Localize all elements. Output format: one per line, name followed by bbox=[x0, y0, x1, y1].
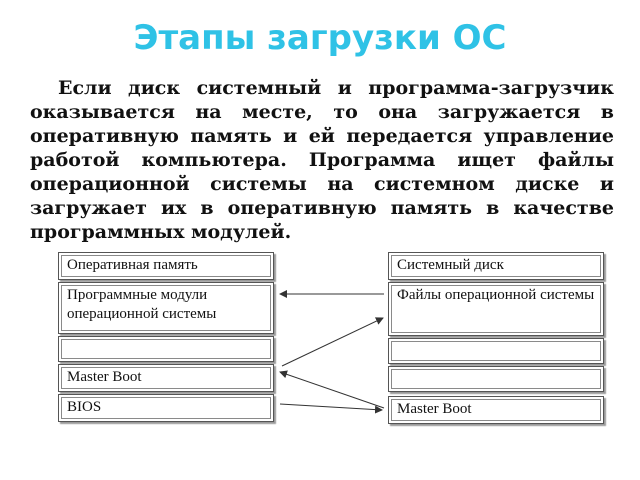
ram-os-modules-box: Программные модули операционной системы bbox=[58, 282, 274, 334]
arrow-master-boot-to-disk bbox=[282, 318, 383, 366]
disk-os-files-box: Файлы операционной системы bbox=[388, 282, 604, 336]
disk-master-boot-box: Master Boot bbox=[388, 396, 604, 424]
arrow-bios-to-disk-master-boot bbox=[280, 404, 382, 410]
arrow-disk-master-boot-to-ram bbox=[280, 372, 384, 408]
disk-header-box: Системный диск bbox=[388, 252, 604, 280]
bios-box: BIOS bbox=[58, 394, 274, 422]
description-paragraph: Если диск системный и программа-загрузчик оказывается на месте, то она загружается в оперативную память и ей передается управление работой компьютера. Программа ищет файлы операционной системы на системном диске и загружает их в оперативную память в качестве программных модулей. bbox=[30, 77, 614, 243]
ram-header-box: Оперативная память bbox=[58, 252, 274, 280]
ram-master-boot-box: Master Boot bbox=[58, 364, 274, 392]
slide-title: Этапы загрузки ОС bbox=[133, 18, 507, 58]
